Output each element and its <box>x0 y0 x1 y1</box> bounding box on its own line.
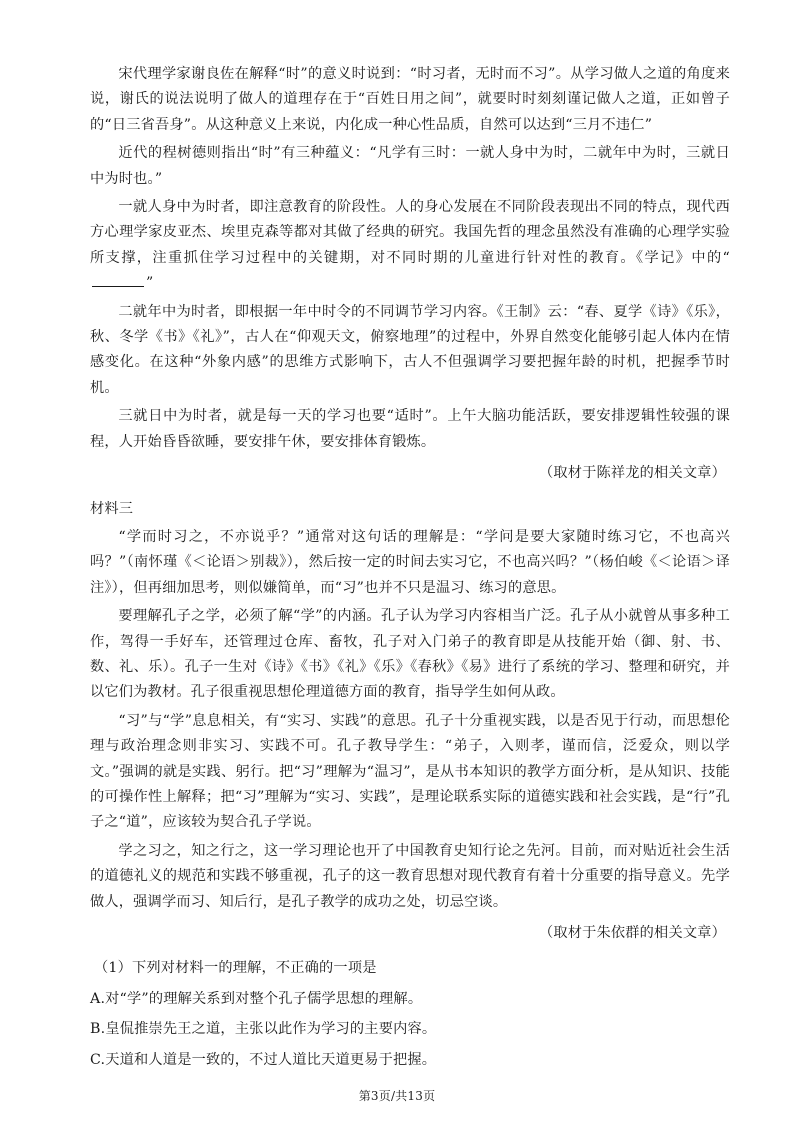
section-title-material-3: 材料三 <box>90 500 134 517</box>
paragraph-meaning-of-xue: 要理解孔子之学，必须了解“学”的内涵。孔子认为学习内容相当广泛。孔子从小就曾从事多种工作，驾得一手好车，还管理过仓库、畜牧，孔子对入门弟子的教育即是从技能开始（御、射、书、数、礼、乐）。孔子一生对《诗》《书》《礼》《乐》《春秋》《易》进行了系统的学习、整理和研究，并以它们为教材。孔子很重视思想伦理道德方面的教育，指导学生如何从政。 <box>90 608 730 701</box>
source-citation-zhu: （取材于朱依群的相关文章） <box>538 925 726 941</box>
document-body <box>90 62 730 1073</box>
paragraph-knowledge-action: 学之习之，知之行之，这一学习理论也开了中国教育史知行论之先河。目前，而对贴近社会生活的道德礼义的规范和实践不够重视，孔子的这一教育思想对现代教育有着十分重要的指导意义。先学做人，强调学而习、知后行，是孔子教学的成功之处，切忌空谈。 <box>90 842 730 910</box>
paragraph-xue-er-shi-xi: “学而时习之，不亦说乎？”通常对这句话的理解是：“学问是要大家随时练习它，不也高兴吗？”（南怀瑾《＜论语＞别裁》），然后按一定的时间去实习它，不也高兴吗？”（杨伯峻《＜论语＞译注》），但再细加思考，则似嫌简单，而“习”也并不只是温习、练习的意思。 <box>90 528 730 596</box>
page-number-footer: 第3页/共13页 <box>358 1089 436 1103</box>
paragraph-seasonal: 二就年中为时者，即根据一年中时令的不同调节学习内容。《王制》云：“春、夏学《诗》《乐》，秋、冬学《书》《礼》”，古人在“仰观天文，俯察地理”的过程中，外界自然变化能够引起人体内在情感变化。在这种“外象内感”的思维方式影响下，古人不但强调学习要把握年龄的时机，把握季节时机。 <box>90 303 730 396</box>
paragraph-life-stage <box>90 195 730 297</box>
option-b: B.皇侃推崇先王之道，主张以此作为学习的主要内容。 <box>90 1021 437 1038</box>
paragraph-cheng-shude: 近代的程树德则指出“时”有三种蕴义：“凡学有三时：一就人身中为时，二就年中为时，三就日中为时也。” <box>90 145 730 187</box>
option-a: A.对“学”的理解关系到对整个孔子儒学思想的理解。 <box>90 990 423 1007</box>
paragraph-life-stage-text: 一就人身中为时者，即注意教育的阶段性。人的身心发展在不同阶段表现出不同的特点，现代西方心理学家皮亚杰、埃里克森等都对其做了经典的研究。我国先哲的理念虽然没有准确的心理学实验所支撑，注重抓住学习过程中的关键期，对不同时期的儿童进行针对性的教育。《学记》中的“ <box>90 199 730 266</box>
paragraph-life-stage-close-quote: ” <box>146 275 154 292</box>
question-1: （1）下列对材料一的理解，不正确的一项是 <box>94 960 377 977</box>
paragraph-daily: 三就日中为时者，就是每一天的学习也要“适时”。上午大脑功能活跃，要安排逻辑性较强的课程，人开始昏昏欲睡，要安排午休，要安排体育锻炼。 <box>90 408 730 450</box>
fill-in-blank <box>92 272 144 287</box>
source-citation-chen: （取材于陈祥龙的相关文章） <box>538 465 726 482</box>
option-c: C.天道和人道是一致的，不过人道比天道更易于把握。 <box>90 1051 437 1068</box>
paragraph-xie-liangzuo: 宋代理学家谢良佐在解释“时”的意义时说到：“时习者，无时而不习”。从学习做人之道的角度来说，谢氏的说法说明了做人的道理存在于“百姓日用之间”，就要时时刻刻谨记做人之道，正如曾子的“日三省吾身”。从这种意义上来说，内化成一种心性品质，自然可以达到“三月不违仁” <box>90 66 730 133</box>
paragraph-meaning-of-xi: “习”与“学”息息相关，有“实习、实践”的意思。孔子十分重视实践，以是否见于行动，而思想伦理与政治理念则非实习、实践不可。孔子教导学生：“弟子，入则孝，谨而信，泛爱众，则以学文。”强调的就是实践、躬行。把“习”理解为“温习”，是从书本知识的教学方面分析，是从知识、技能的可操作性上解释；把“习”理解为“实习、实践”，是理论联系实际的道德实践和社会实践，是“行”孔子之“道”，应该较为契合孔子学说。 <box>90 712 730 831</box>
